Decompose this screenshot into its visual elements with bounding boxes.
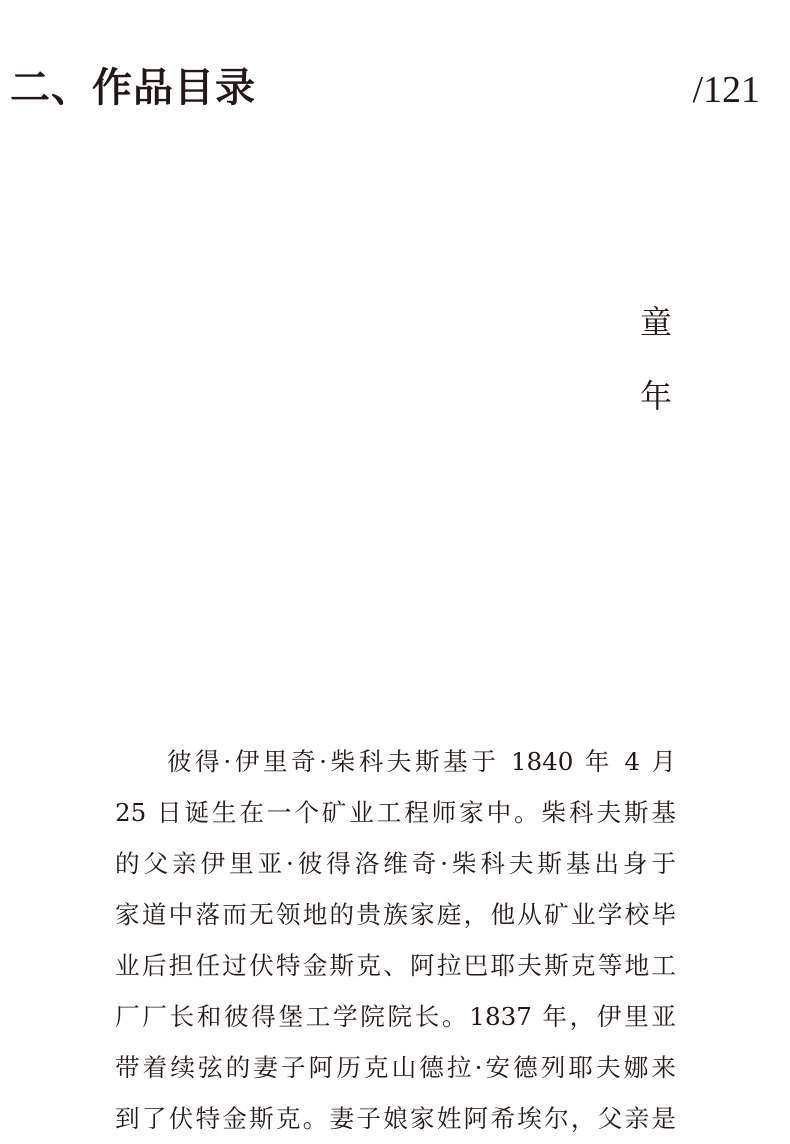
- body-line: 带着续弦的妻子阿历克山德拉·安德列耶夫娜来: [115, 1053, 676, 1082]
- body-line: 的父亲伊里亚·彼得洛维奇·柴科夫斯基出身于: [115, 849, 676, 878]
- chapter-title-char: 童: [639, 303, 672, 341]
- chapter-title-char: 年: [639, 377, 672, 415]
- body-line: 到了伏特金斯克。妻子娘家姓阿希埃尔，父亲是: [115, 1104, 676, 1133]
- chapter-title: [636, 285, 676, 433]
- body-line: 厂厂长和彼得堡工学院院长。1837 年，伊里亚: [115, 1002, 676, 1031]
- body-line: 业后担任过伏特金斯克、阿拉巴耶夫斯克等地工: [115, 951, 676, 980]
- page-number: /121: [692, 69, 760, 111]
- body-line: 25 日诞生在一个矿业工程师家中。柴科夫斯基: [115, 798, 676, 827]
- body-line: 家道中落而无领地的贵族家庭，他从矿业学校毕: [115, 900, 676, 929]
- body-line: 彼得·伊里奇·柴科夫斯基于 1840 年 4 月: [167, 747, 676, 776]
- section-title: 二、作品目录: [10, 65, 256, 111]
- body-paragraph: [115, 736, 676, 1144]
